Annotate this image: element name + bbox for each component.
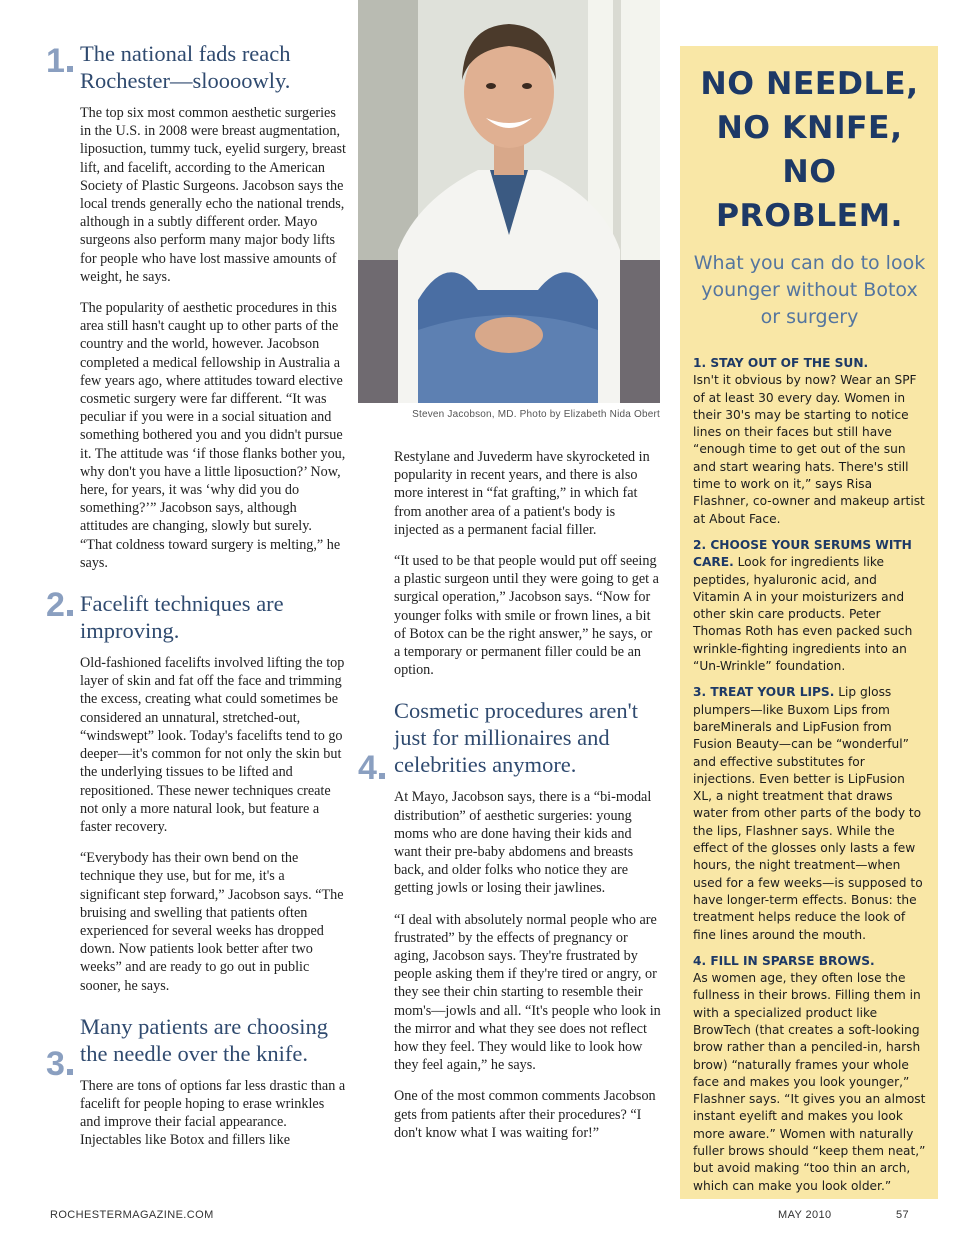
section-body (80, 1077, 346, 1150)
footer-page-number: 57 (896, 1209, 910, 1221)
tip-1 (693, 355, 926, 528)
section-heading: Cosmetic procedures aren't just for millionaires and celebrities anymore. (394, 698, 638, 778)
tip-text: Isn't it obvious by now? Wear an SPF of at least 30 every day. Women in their 30's may be starting to notice lines on their faces but still have “enough time to get out of the sun and start wearing hats. There's still time to work on it,” says Risa Flashner, co-owner and makeup artist at About Face. (693, 373, 925, 526)
footer-website: ROCHESTERMAGAZINE.COM (50, 1209, 214, 1221)
tip-text: Look for ingredients like peptides, hyaluronic acid, and Vitamin A in your moisturizers and other skin care products. Peter Thomas Roth has even packed such wrinkle-fighting ingredients into an “Un-Wrinkle” foundation. (693, 555, 913, 674)
tip-title: 2. CHOOSE YOUR SERUMS WITH CARE. (693, 537, 912, 570)
footer-issue-date: MAY 2010 (778, 1209, 832, 1221)
section-heading: The national fads reach Rochester—sloooowly. (80, 41, 291, 93)
section-2 (46, 586, 346, 995)
sidebar-heading (693, 62, 926, 238)
paragraph: The top six most common aesthetic surgeries in the U.S. in 2008 were breast augmentation, liposuction, tummy tuck, eyelid surgery, breast lift, and facelift, according to the American Society of Plastic Surgeons. Jacobson says the local trends generally echo the national trends, although in a subtly different order. Mayo surgeons also perform many major body lifts for people who have lost massive amounts of weight, he says. (80, 105, 346, 285)
tip-title: 3. TREAT YOUR LIPS. (693, 685, 835, 700)
section-1 (46, 40, 346, 572)
portrait-illustration (358, 0, 660, 403)
article-column-2 (358, 0, 662, 1154)
section-body (80, 104, 346, 572)
tip-3 (693, 684, 926, 943)
sidebar-heading-line: NO NEEDLE, (700, 66, 919, 102)
section-number: 1 (46, 44, 73, 78)
tip-title: 1. STAY OUT OF THE SUN. (693, 356, 869, 370)
tip-text: As women age, they often lose the fullness in their brows. Filling them in with a specialized product like BrowTech (that creates a soft-looking brow rather than a penciled-in, harsh brow) “naturally frames your whole face and makes you look younger,” Flashner says. “It gives you an almost instant eyelift and makes you look more aware.” Women with naturally fuller brows should “keep them neat,” but avoid making “too thin an arch, which can make you look older.” (693, 971, 926, 1193)
section-heading: Many patients are choosing the needle over the knife. (80, 1013, 329, 1066)
sidebar-heading-line: NO PROBLEM. (715, 154, 904, 234)
section-heading: Facelift techniques are improving. (80, 591, 284, 644)
tip-2 (693, 537, 926, 675)
sidebar-subheading: What you can do to look younger without Botox or surgery (693, 252, 926, 328)
section-number: 4 (358, 751, 385, 785)
tip-4 (693, 953, 926, 1195)
article-column-1 (46, 40, 346, 1162)
tip-text: Lip gloss plumpers—like Buxom Lips from bareMinerals and LipFusion from Fusion Beauty—can be “wonderful” and effective substitutes for injections. Even better is LipFusion XL, a night treatment that draws water from other parts of the body to the lips, Flashner says. While the effect of the glosses only lasts a few hours, the night treatment—when used for a few weeks—is supposed to have longer-term effects. Bonus: the treatment helps reduce the look of fine lines around the mouth. (693, 685, 923, 942)
paragraph: Old-fashioned facelifts involved lifting the top layer of skin and fat off the face and trimming the excess, creating what could sometimes be considered an unnatural, stretched-out, “windswept” look. Today's facelifts tend to go deeper—it's common for not only the skin but the underlying tissues to be lifted and repositioned. These newer techniques create not only a more natural look, but feature a faster recovery. (80, 655, 345, 835)
paragraph: The popularity of aesthetic procedures in this area still hasn't caught up to other parts of the country and the world, however. Jacobson completed a medical fellowship in Australia a few years ago, where attitudes toward elective cosmetic surgery were far different. “It was peculiar if you were in a social situation and something bothered you and you didn't pursue it. The attitude was ‘if those flanks bother you, why don't you have a little liposuction?’ Now, here, for years, it was ‘why did you do something?’” Jacobson says, although attitudes are changing, slowly but surely. “That coldness toward surgery is melting,” he says. (80, 300, 346, 571)
paragraph: At Mayo, Jacobson says, there is a “bi-modal distribution” of aesthetic surgeries: young moms who are done having their kids and want their pre-baby abdomens and breasts back, and older folks who notice they are getting jowls or losing their jawlines. (394, 789, 652, 897)
paragraph: “Everybody has their own bend on the technique they use, but for me, it's a significant step forward,” Jacobson says. “The bruising and swelling that patients often experienced for several weeks has dropped down. Now patients look better after two weeks” and are ready to go out in public sooner, he says. (80, 850, 344, 994)
paragraph: There are tons of options far less drastic than a facelift for people hoping to erase wrinkles and improve their facial appearance. Injectables like Botox and fillers like (80, 1077, 346, 1149)
section-4 (358, 697, 662, 1142)
sidebar-heading-line: NO KNIFE, (716, 110, 903, 146)
paragraph: “I deal with absolutely normal people who are frustrated” by the effects of pregnancy or aging, Jacobson says. They're frustrated by people asking them if they're tired or angry, or they see their chin starting to resemble their mom's—jowls and all. “It's people who look in the mirror and what they see does not reflect how they feel. They would like to look how they feel again,” he says. (394, 911, 661, 1074)
section-number: 3 (46, 1047, 73, 1081)
paragraph: Restylane and Juvederm have skyrocketed in popularity in recent years, and there is also more interest in “fat grafting,” in which fat from another area of a patient's body is injected as a permanent facial filler. (394, 449, 650, 538)
tip-title: 4. FILL IN SPARSE BROWS. (693, 953, 875, 968)
section-body (80, 654, 346, 995)
paragraph: “It used to be that people would put off seeing a plastic surgeon until they were going to get a surgical operation,” Jacobson says. “Now for younger folks with smile or frown lines, a bit of Botox can be the right answer,” he says, or a temporary or permanent filler could be an option. (394, 553, 659, 679)
portrait-photo (358, 0, 660, 403)
column-2-body (358, 448, 662, 679)
section-number: 2 (46, 588, 73, 622)
section-body (394, 788, 662, 1142)
photo-caption: Steven Jacobson, MD. Photo by Elizabeth Nida Obert (412, 409, 660, 420)
tips-sidebar (680, 46, 938, 1199)
paragraph: One of the most common comments Jacobson gets from patients after their procedures? “I don't know what I was waiting for!” (394, 1088, 656, 1141)
section-3 (46, 1013, 346, 1150)
